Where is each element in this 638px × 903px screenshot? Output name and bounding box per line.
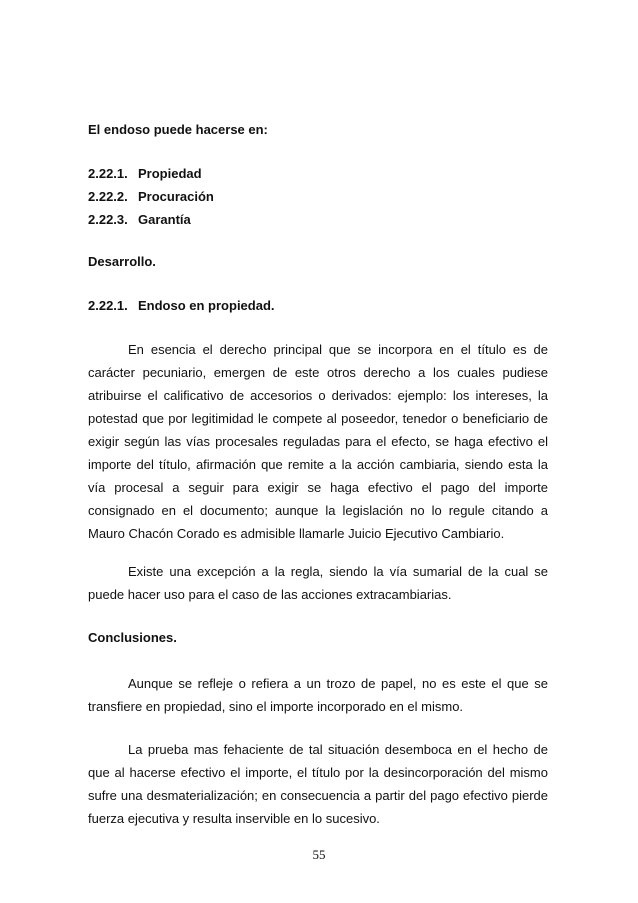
list-item-label: Garantía <box>138 212 191 227</box>
development-heading: Desarrollo. <box>88 254 156 269</box>
list-item-number: 2.22.3. <box>88 212 128 227</box>
page-number: 55 <box>312 847 326 862</box>
section-number: 2.22.1. <box>88 298 128 313</box>
list-item-number: 2.22.1. <box>88 166 128 181</box>
list-item <box>88 185 548 208</box>
endorsement-types-list <box>88 162 548 231</box>
body-paragraph: En esencia el derecho principal que se incorpora en el título es de carácter pecuniario, emergen de este otros derecho a los cuales pudiese atribuirse el calificativo de accesorios o derivados: ejemplo: los intereses, la potestad que por legitimidad le compete al poseedor, tenedor o beneficiario de exigir según las vías procesales reguladas para el efecto, se haga efectivo el importe del título, afirmación que remite a la acción cambiaria, siendo esta la vía procesal a seguir para exigir se haga efectivo el pago del importe consignado en el documento; aunque la legislación no lo regule citando a Mauro Chacón Corado es admisible llamarle Juicio Ejecutivo Cambiario. <box>88 342 548 541</box>
list-item <box>88 162 548 185</box>
list-item-label: Procuración <box>138 189 214 204</box>
conclusion-paragraph: Aunque se refleje o refiera a un trozo de papel, no es este el que se transfiere en propiedad, sino el importe incorporado en el mismo. <box>88 676 548 714</box>
body-paragraph: Existe una excepción a la regla, siendo la vía sumarial de la cual se puede hacer uso para el caso de las acciones extracambiarias. <box>88 564 548 602</box>
list-item-number: 2.22.2. <box>88 189 128 204</box>
list-item <box>88 208 548 231</box>
intro-heading: El endoso puede hacerse en: <box>88 122 268 137</box>
conclusion-paragraph: La prueba mas fehaciente de tal situación desemboca en el hecho de que al hacerse efectivo el importe, el título por la desincorporación del mismo sufre una desmaterialización; en consecuencia a partir del pago efectivo pierde fuerza ejecutiva y resulta inservible en lo sucesivo. <box>88 742 548 826</box>
section-title: Endoso en propiedad. <box>138 298 275 313</box>
section-heading <box>88 294 548 317</box>
conclusions-heading: Conclusiones. <box>88 630 177 645</box>
list-item-label: Propiedad <box>138 166 202 181</box>
